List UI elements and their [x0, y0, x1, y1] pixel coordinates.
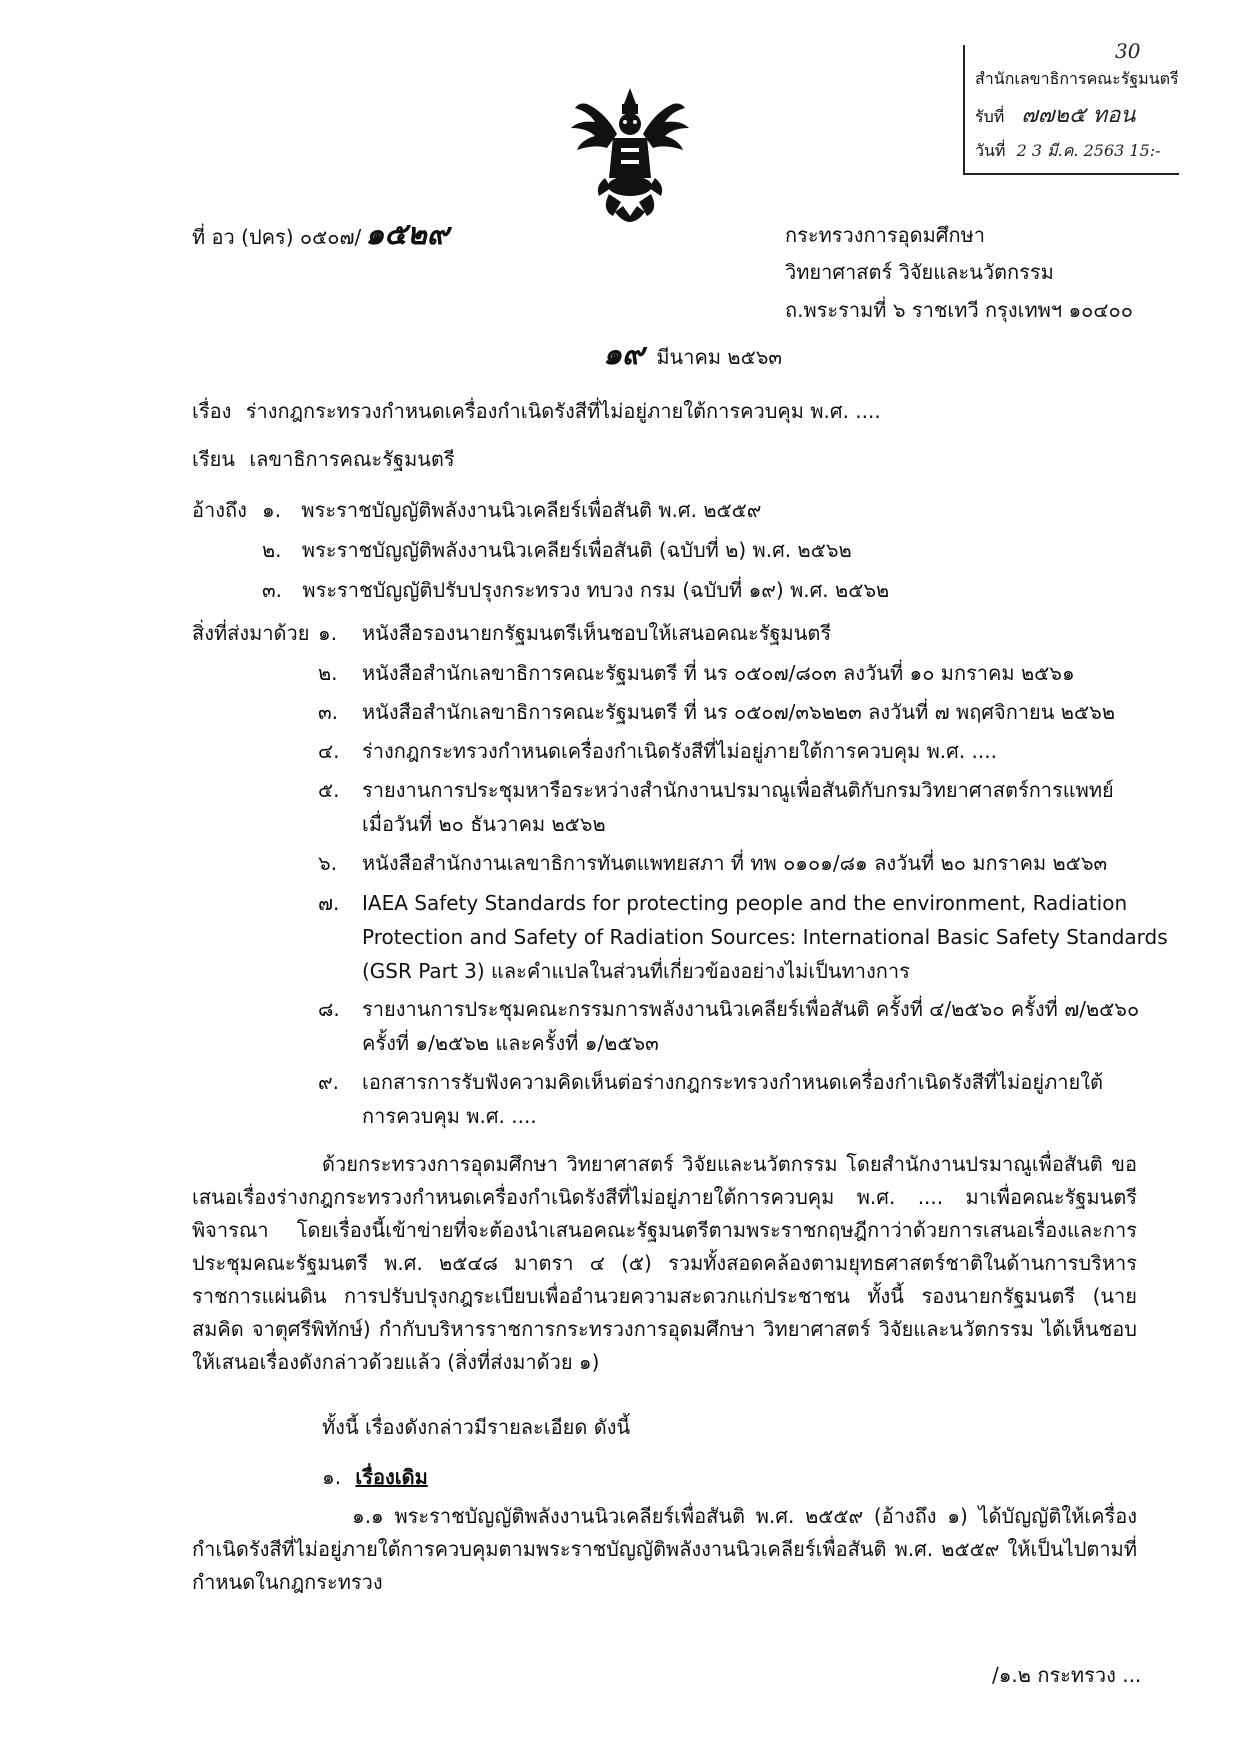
ministry-name-line2: วิทยาศาสตร์ วิจัยและนวัตกรรม	[785, 260, 1054, 284]
enclosure-item-num: ๒.	[318, 661, 338, 685]
enclosure-item-text: IAEA Safety Standards for protecting people and the environment, Radiation	[362, 891, 1128, 915]
receipt-stamp	[963, 39, 1179, 175]
section-title: เรื่องเดิม	[355, 1465, 428, 1489]
enclosures-label: สิ่งที่ส่งมาด้วย	[192, 621, 310, 645]
subject-text: ร่างกฎกระทรวงกำหนดเครื่องกำเนิดรังสีที่ไม่อยู่ภายใต้การควบคุม พ.ศ. ....	[245, 399, 881, 423]
subject-label: เรื่อง	[192, 399, 232, 423]
reference-item	[262, 535, 852, 565]
stamp-received-value: ๗๗๒๕ ทอน	[1021, 103, 1136, 128]
section-heading	[322, 1462, 428, 1492]
reference-item	[262, 495, 761, 525]
reference-number	[192, 217, 449, 252]
garuda-emblem	[565, 82, 695, 232]
enclosure-item-text: รายงานการประชุมหารือระหว่างสำนักงานปรมาณูเพื่อสันติกับกรมวิทยาศาสตร์การแพทย์	[362, 778, 1114, 802]
recipient-line	[192, 444, 455, 474]
reference-item-num: ๓.	[262, 578, 283, 602]
enclosure-item-text: Protection and Safety of Radiation Sources: International Basic Safety Standards	[362, 925, 1168, 949]
enclosure-item-text: หนังสือสำนักเลขาธิการคณะรัฐมนตรี ที่ นร ๐๕๐๗/๘๐๓ ลงวันที่ ๑๐ มกราคม ๒๕๖๑	[362, 661, 1075, 685]
recipient-text: เลขาธิการคณะรัฐมนตรี	[249, 447, 455, 471]
enclosure-item-num: ๓.	[318, 700, 339, 724]
reference-item-text: พระราชบัญญัติพลังงานนิวเคลียร์เพื่อสันติ พ.ศ. ๒๕๕๙	[301, 498, 762, 522]
stamp-office: สำนักเลขาธิการคณะรัฐมนตรี	[975, 69, 1179, 88]
stamp-date	[975, 139, 1161, 164]
enclosure-item-num: ๖.	[318, 851, 338, 875]
enclosure-item-num: ๗.	[318, 891, 340, 915]
enclosure-item-text: ร่างกฎกระทรวงกำหนดเครื่องกำเนิดรังสีที่ไม่อยู่ภายใต้การควบคุม พ.ศ. ....	[362, 739, 997, 763]
reference-item-num: ๑.	[262, 498, 282, 522]
stamp-scribble: 30	[1115, 39, 1141, 63]
reference-number-handwritten: ๑๕๒๙	[365, 217, 449, 252]
reference-item-text: พระราชบัญญัติพลังงานนิวเคลียร์เพื่อสันติ (ฉบับที่ ๒) พ.ศ. ๒๕๖๒	[301, 538, 852, 562]
enclosure-item-num: ๘.	[318, 997, 340, 1021]
enclosure-item-text: เมื่อวันที่ ๒๐ ธันวาคม ๒๕๖๒	[362, 812, 606, 836]
enclosure-item-num: ๙.	[318, 1070, 340, 1094]
reference-item-num: ๒.	[262, 538, 282, 562]
letter-date	[603, 337, 783, 372]
stamp-received	[975, 97, 1135, 132]
enclosure-item-text: หนังสือสำนักเลขาธิการคณะรัฐมนตรี ที่ นร ๐๕๐๗/๓๖๒๒๓ ลงวันที่ ๗ พฤศจิกายน ๒๕๖๒	[362, 700, 1115, 724]
stamp-received-label: รับที่	[975, 107, 1005, 126]
ministry-name-line1: กระทรวงการอุดมศึกษา	[785, 223, 985, 247]
enclosure-item-num: ๑.	[318, 621, 338, 645]
stamp-date-value: 2 3 มี.ค. 2563 15:-	[1016, 141, 1161, 160]
body-paragraph-details: ทั้งนี้ เรื่องดังกล่าวมีรายละเอียด ดังนี้	[322, 1415, 631, 1439]
enclosure-item-text: ครั้งที่ ๑/๒๕๖๒ และครั้งที่ ๑/๒๕๖๓	[362, 1031, 659, 1055]
letter-date-month-year: มีนาคม ๒๕๖๓	[656, 345, 783, 369]
body-paragraph-intro: ด้วยกระทรวงการอุดมศึกษา วิทยาศาสตร์ วิจัยและนวัตกรรม โดยสำนักงานปรมาณูเพื่อสันติ ขอเสนอเรื่องร่างกฎกระทรวงกำหนดเครื่องกำเนิดรังสีที่ไม่อยู่ภายใต้การควบคุม พ.ศ. .... มาเพื่อคณะรัฐมนตรีพิจารณา โดยเรื่องนี้เข้าข่ายที่จะต้องนำเสนอคณะรัฐมนตรีตามพระราชกฤษฎีกาว่าด้วยการเสนอเรื่องและการประชุมคณะรัฐมนตรี พ.ศ. ๒๕๔๘ มาตรา ๔ (๕) รวมทั้งสอดคล้องตามยุทธศาสตร์ชาติในด้านการบริหารราชการแผ่นดิน การปรับปรุงกฎระเบียบเพื่ออำนวยความสะดวกแก่ประชาชน ทั้งนี้ รองนายกรัฐมนตรี (นายสมคิด จาตุศรีพิทักษ์) กำกับบริหารราชการกระทรวงการอุดมศึกษา วิทยาศาสตร์ วิจัยและนวัตกรรม ได้เห็นชอบให้เสนอเรื่องดังกล่าวด้วยแล้ว (สิ่งที่ส่งมาด้วย ๑)	[192, 1152, 1137, 1374]
enclosure-item-text: หนังสือสำนักงานเลขาธิการทันตแพทยสภา ที่ ทพ ๐๑๐๑/๘๑ ลงวันที่ ๒๐ มกราคม ๒๕๖๓	[362, 851, 1108, 875]
enclosure-item-text: การควบคุม พ.ศ. ....	[362, 1104, 537, 1128]
enclosure-item-text: หนังสือรองนายกรัฐมนตรีเห็นชอบให้เสนอคณะรัฐมนตรี	[362, 621, 832, 645]
stamp-date-label: วันที่	[975, 141, 1006, 160]
enclosure-item-text: รายงานการประชุมคณะกรรมการพลังงานนิวเคลียร์เพื่อสันติ ครั้งที่ ๔/๒๕๖๐ ครั้งที่ ๗/๒๕๖๐	[362, 997, 1140, 1021]
references-label: อ้างถึง	[192, 498, 247, 522]
continuation-marker: /๑.๒ กระทรวง ...	[992, 1663, 1142, 1687]
reference-item-text: พระราชบัญญัติปรับปรุงกระทรวง ทบวง กรม (ฉบับที่ ๑๙) พ.ศ. ๒๕๖๒	[302, 578, 890, 602]
reference-item	[262, 575, 889, 605]
enclosure-item-text: เอกสารการรับฟังความคิดเห็นต่อร่างกฎกระทรวงกำหนดเครื่องกำเนิดรังสีที่ไม่อยู่ภายใต้	[362, 1070, 1103, 1094]
enclosure-item-num: ๔.	[318, 739, 340, 763]
body-paragraph-1-1: ๑.๑ พระราชบัญญัติพลังงานนิวเคลียร์เพื่อสันติ พ.ศ. ๒๕๕๙ (อ้างถึง ๑) ได้บัญญัติให้เครื่องกำเนิดรังสีที่ไม่อยู่ภายใต้การควบคุมตามพระราชบัญญัติพลังงานนิวเคลียร์เพื่อสันติ พ.ศ. ๒๕๕๙ ให้เป็นไปตามที่กำหนดในกฎกระทรวง	[192, 1504, 1137, 1594]
enclosure-item-num: ๕.	[318, 778, 340, 802]
letter-date-day: ๑๙	[603, 337, 645, 372]
section-number: ๑.	[322, 1465, 342, 1489]
subject-line	[192, 396, 881, 426]
reference-prefix: ที่ อว (ปคร) ๐๕๐๗/	[192, 225, 362, 249]
recipient-label: เรียน	[192, 447, 235, 471]
ministry-address: ถ.พระรามที่ ๖ ราชเทวี กรุงเทพฯ ๑๐๔๐๐	[785, 298, 1133, 322]
enclosure-item-text: (GSR Part 3) และคำแปลในส่วนที่เกี่ยวข้องอย่างไม่เป็นทางการ	[362, 959, 910, 983]
